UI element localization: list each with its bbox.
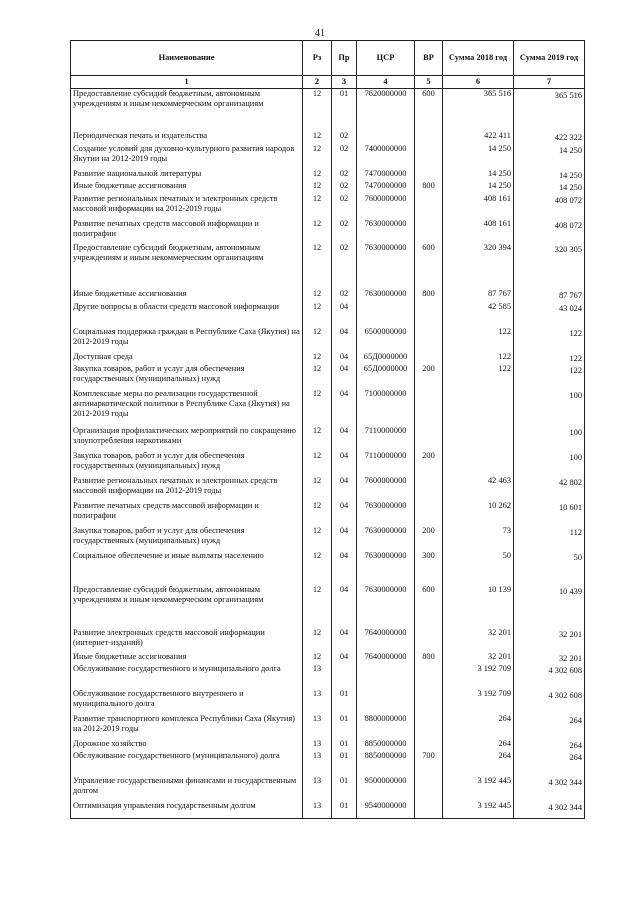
table-cell-rz: 12: [303, 169, 332, 181]
table-row: [71, 364, 585, 389]
table-cell-name: Закупка товаров, работ и услуг для обеспечения государственных (муниципальных) нужд: [71, 451, 303, 476]
table-cell-vr: [415, 219, 443, 243]
table-cell-sum-2019: 408 072: [514, 194, 585, 219]
table-row: [71, 169, 585, 181]
table-cell-sum-2018: 32 201: [443, 652, 514, 664]
table-cell-pr: 01: [332, 776, 357, 801]
table-cell-rz: 12: [303, 476, 332, 501]
table-cell-name: Периодическая печать и издательства: [71, 131, 303, 144]
table-cell-sum-2018: 10 262: [443, 501, 514, 526]
table-cell-name: Социальная поддержка граждан в Республике Саха (Якутия) на 2012-2019 годы: [71, 327, 303, 352]
table-row: [71, 628, 585, 652]
table-cell-rz: 12: [303, 551, 332, 585]
table-cell-pr: 02: [332, 169, 357, 181]
header-number: 3: [332, 76, 357, 89]
table-cell-sum-2019: 4 302 344: [514, 776, 585, 801]
table-cell-name: Оптимизация управления государственным долгом: [71, 801, 303, 819]
table-cell-sum-2018: 3 192 709: [443, 664, 514, 689]
table-cell-rz: 13: [303, 751, 332, 776]
table-cell-vr: [415, 476, 443, 501]
table-cell-csr: 65Д0000000: [357, 352, 415, 364]
table-cell-sum-2018: 14 250: [443, 144, 514, 169]
table-row: [71, 327, 585, 352]
table-cell-sum-2019: 10 601: [514, 501, 585, 526]
table-cell-rz: 12: [303, 585, 332, 628]
table-row: [71, 426, 585, 451]
table-cell-pr: 01: [332, 801, 357, 819]
table-cell-pr: 02: [332, 194, 357, 219]
table-cell-pr: 02: [332, 131, 357, 144]
table-row: [71, 501, 585, 526]
table-cell-sum-2018: 122: [443, 352, 514, 364]
table-cell-sum-2018: 87 767: [443, 289, 514, 302]
table-cell-sum-2019: 100: [514, 389, 585, 426]
table-cell-name: Обслуживание государственного и муниципального долга: [71, 664, 303, 689]
table-row: [71, 243, 585, 289]
table-cell-sum-2018: 42 463: [443, 476, 514, 501]
table-cell-rz: 12: [303, 194, 332, 219]
table-cell-sum-2019: 264: [514, 739, 585, 751]
table-cell-pr: 04: [332, 302, 357, 327]
table-cell-vr: [415, 194, 443, 219]
table-cell-csr: 7400000000: [357, 144, 415, 169]
table-cell-sum-2018: 408 161: [443, 219, 514, 243]
table-cell-name: Другие вопросы в области средств массовой информации: [71, 302, 303, 327]
table-row: [71, 131, 585, 144]
table-cell-csr: 7640000000: [357, 628, 415, 652]
table-row: [71, 551, 585, 585]
table-cell-csr: [357, 131, 415, 144]
table-cell-csr: 7630000000: [357, 551, 415, 585]
table-cell-csr: 7470000000: [357, 169, 415, 181]
table-cell-sum-2018: 365 516: [443, 89, 514, 131]
table-cell-vr: [415, 714, 443, 739]
table-row: [71, 194, 585, 219]
table-cell-sum-2018: 3 192 445: [443, 776, 514, 801]
table-cell-sum-2018: 14 250: [443, 169, 514, 181]
table-cell-sum-2018: [443, 451, 514, 476]
table-cell-vr: 800: [415, 652, 443, 664]
table-cell-name: Дорожное хозяйство: [71, 739, 303, 751]
header-number: 1: [71, 76, 303, 89]
table-cell-sum-2018: 320 394: [443, 243, 514, 289]
table-cell-vr: 600: [415, 585, 443, 628]
table-cell-vr: [415, 327, 443, 352]
header-vr: ВР: [415, 41, 443, 76]
table-cell-csr: 7110000000: [357, 426, 415, 451]
table-cell-sum-2019: 122: [514, 364, 585, 389]
table-cell-vr: 600: [415, 243, 443, 289]
table-cell-name: Управление государственными финансами и государственным долгом: [71, 776, 303, 801]
table-cell-rz: 12: [303, 181, 332, 194]
table-row: [71, 144, 585, 169]
table-cell-rz: 12: [303, 131, 332, 144]
table-cell-sum-2018: 122: [443, 327, 514, 352]
table-cell-vr: [415, 776, 443, 801]
table-cell-vr: [415, 689, 443, 714]
table-cell-rz: 13: [303, 689, 332, 714]
header-number: 6: [443, 76, 514, 89]
table-cell-csr: 8800000000: [357, 714, 415, 739]
table-cell-vr: 800: [415, 181, 443, 194]
table-row: [71, 689, 585, 714]
table-cell-csr: [357, 689, 415, 714]
table-cell-name: Развитие электронных средств массовой информации (интернет-изданий): [71, 628, 303, 652]
table-cell-sum-2018: 3 192 445: [443, 801, 514, 819]
table-cell-csr: 7630000000: [357, 501, 415, 526]
table-cell-pr: 04: [332, 628, 357, 652]
table-cell-sum-2018: 42 585: [443, 302, 514, 327]
table-cell-pr: 02: [332, 144, 357, 169]
table-cell-pr: 04: [332, 364, 357, 389]
header-number: 2: [303, 76, 332, 89]
table-row: [71, 289, 585, 302]
header-csr: ЦСР: [357, 41, 415, 76]
table-cell-vr: [415, 664, 443, 689]
table-cell-pr: 01: [332, 89, 357, 131]
table-cell-csr: 7630000000: [357, 526, 415, 551]
table-cell-vr: [415, 131, 443, 144]
header-rz: Рз: [303, 41, 332, 76]
table-cell-sum-2019: 264: [514, 714, 585, 739]
table-row: [71, 181, 585, 194]
budget-table: [70, 40, 585, 819]
table-cell-csr: 7620000000: [357, 89, 415, 131]
table-cell-vr: [415, 144, 443, 169]
table-cell-name: Развитие печатных средств массовой информации и полиграфии: [71, 501, 303, 526]
table-cell-rz: 12: [303, 628, 332, 652]
table-cell-pr: 04: [332, 501, 357, 526]
table-cell-sum-2018: 264: [443, 751, 514, 776]
table-cell-sum-2019: 320 305: [514, 243, 585, 289]
table-cell-rz: 12: [303, 501, 332, 526]
table-cell-sum-2018: 122: [443, 364, 514, 389]
table-cell-sum-2019: 32 201: [514, 652, 585, 664]
table-cell-vr: [415, 302, 443, 327]
table-row: [71, 451, 585, 476]
table-cell-rz: 13: [303, 664, 332, 689]
table-cell-vr: 800: [415, 289, 443, 302]
table-cell-csr: 7630000000: [357, 585, 415, 628]
header-sum-2018: Сумма 2018 год: [443, 41, 514, 76]
table-cell-vr: [415, 389, 443, 426]
table-cell-name: Закупка товаров, работ и услуг для обеспечения государственных (муниципальных) нужд: [71, 364, 303, 389]
table-row: [71, 219, 585, 243]
table-cell-sum-2019: 42 802: [514, 476, 585, 501]
table-cell-vr: [415, 628, 443, 652]
table-cell-sum-2018: 50: [443, 551, 514, 585]
table-cell-name: Развитие национальной литературы: [71, 169, 303, 181]
table-cell-csr: 7100000000: [357, 389, 415, 426]
table-cell-pr: 04: [332, 551, 357, 585]
table-cell-name: Иные бюджетные ассигнования: [71, 652, 303, 664]
table-row: [71, 664, 585, 689]
table-cell-csr: 9500000000: [357, 776, 415, 801]
table-cell-sum-2018: 264: [443, 714, 514, 739]
table-cell-sum-2018: 32 201: [443, 628, 514, 652]
table-cell-sum-2019: 365 516: [514, 89, 585, 131]
table-cell-sum-2019: 100: [514, 451, 585, 476]
table-cell-csr: 8850000000: [357, 751, 415, 776]
header-number-row: [71, 76, 585, 89]
table-cell-vr: 200: [415, 526, 443, 551]
table-cell-rz: 12: [303, 327, 332, 352]
table-cell-pr: 02: [332, 289, 357, 302]
table-cell-pr: 04: [332, 426, 357, 451]
table-cell-rz: 13: [303, 776, 332, 801]
table-cell-sum-2018: 10 139: [443, 585, 514, 628]
table-row: [71, 352, 585, 364]
table-cell-name: Предоставление субсидий бюджетным, автономным учреждениям и иным некоммерческим организациям: [71, 243, 303, 289]
table-row: [71, 652, 585, 664]
table-cell-rz: 12: [303, 302, 332, 327]
table-cell-name: Организация профилактических мероприятий по сокращению злоупотребления наркотиками: [71, 426, 303, 451]
table-cell-name: Развитие печатных средств массовой информации и полиграфии: [71, 219, 303, 243]
table-cell-rz: 13: [303, 801, 332, 819]
table-row: [71, 801, 585, 819]
table-cell-name: Развитие региональных печатных и электронных средств массовой информации на 2012-2019 годы: [71, 476, 303, 501]
table-cell-sum-2018: 422 411: [443, 131, 514, 144]
header-sum-2019: Сумма 2019 год: [514, 41, 585, 76]
table-cell-rz: 12: [303, 352, 332, 364]
table-row: [71, 751, 585, 776]
table-cell-pr: 02: [332, 243, 357, 289]
table-row: [71, 476, 585, 501]
table-cell-sum-2019: 10 439: [514, 585, 585, 628]
table-cell-name: Обслуживание государственного (муниципального) долга: [71, 751, 303, 776]
table-cell-sum-2019: 408 072: [514, 219, 585, 243]
table-cell-sum-2019: 32 201: [514, 628, 585, 652]
table-cell-pr: 01: [332, 714, 357, 739]
table-cell-name: Иные бюджетные ассигнования: [71, 181, 303, 194]
table-cell-vr: [415, 352, 443, 364]
table-row: [71, 89, 585, 131]
table-cell-sum-2019: 122: [514, 352, 585, 364]
table-cell-pr: 04: [332, 352, 357, 364]
table-cell-vr: 700: [415, 751, 443, 776]
table-row: [71, 714, 585, 739]
table-cell-rz: 12: [303, 364, 332, 389]
table-cell-name: Доступная среда: [71, 352, 303, 364]
table-cell-csr: 7630000000: [357, 243, 415, 289]
table-cell-name: Развитие региональных печатных и электронных средств массовой информации на 2012-2019 годы: [71, 194, 303, 219]
table-cell-csr: 7640000000: [357, 652, 415, 664]
table-cell-rz: 13: [303, 714, 332, 739]
table-cell-sum-2019: 87 767: [514, 289, 585, 302]
table-cell-pr: 04: [332, 389, 357, 426]
table-cell-vr: 200: [415, 364, 443, 389]
table-cell-pr: 04: [332, 526, 357, 551]
table-cell-pr: 04: [332, 652, 357, 664]
header-pr: Пр: [332, 41, 357, 76]
table-cell-vr: 200: [415, 451, 443, 476]
table-cell-csr: 7600000000: [357, 476, 415, 501]
table-cell-rz: 12: [303, 144, 332, 169]
table-cell-rz: 12: [303, 389, 332, 426]
table-cell-sum-2018: [443, 426, 514, 451]
table-cell-pr: 04: [332, 476, 357, 501]
table-cell-name: Предоставление субсидий бюджетным, автономным учреждениям и иным некоммерческим организациям: [71, 89, 303, 131]
table-cell-pr: 02: [332, 181, 357, 194]
table-cell-sum-2019: 4 302 608: [514, 664, 585, 689]
table-cell-rz: 12: [303, 89, 332, 131]
table-cell-vr: [415, 169, 443, 181]
header-number: 7: [514, 76, 585, 89]
table-cell-sum-2018: 408 161: [443, 194, 514, 219]
table-cell-vr: [415, 739, 443, 751]
table-cell-csr: 65Д0000000: [357, 364, 415, 389]
table-cell-csr: 7470000000: [357, 181, 415, 194]
table-cell-csr: 7110000000: [357, 451, 415, 476]
table-cell-vr: [415, 501, 443, 526]
table-cell-rz: 12: [303, 652, 332, 664]
table-body: [71, 89, 585, 819]
table-cell-sum-2019: 4 302 608: [514, 689, 585, 714]
table-cell-csr: [357, 302, 415, 327]
table-cell-rz: 12: [303, 426, 332, 451]
table-cell-sum-2019: 14 250: [514, 169, 585, 181]
table-cell-vr: [415, 426, 443, 451]
table-row: [71, 585, 585, 628]
table-cell-csr: 7630000000: [357, 219, 415, 243]
table-cell-pr: 01: [332, 739, 357, 751]
table-cell-name: Иные бюджетные ассигнования: [71, 289, 303, 302]
table-cell-sum-2019: 122: [514, 327, 585, 352]
table-cell-sum-2019: 43 024: [514, 302, 585, 327]
table-cell-sum-2019: 14 250: [514, 144, 585, 169]
table-cell-sum-2018: 3 192 709: [443, 689, 514, 714]
table-cell-csr: 6500000000: [357, 327, 415, 352]
table-cell-name: Закупка товаров, работ и услуг для обеспечения государственных (муниципальных) нужд: [71, 526, 303, 551]
table-cell-csr: [357, 664, 415, 689]
header-row: [71, 41, 585, 76]
table-cell-sum-2019: 14 250: [514, 181, 585, 194]
table-cell-name: Обслуживание государственного внутреннего и муниципального долга: [71, 689, 303, 714]
table-cell-pr: 04: [332, 451, 357, 476]
table-cell-rz: 12: [303, 243, 332, 289]
header-number: 4: [357, 76, 415, 89]
table-cell-sum-2019: 4 302 344: [514, 801, 585, 819]
table-cell-sum-2019: 112: [514, 526, 585, 551]
table-cell-pr: [332, 664, 357, 689]
table-cell-csr: 9540000000: [357, 801, 415, 819]
table-cell-sum-2019: 50: [514, 551, 585, 585]
header-name: Наименование: [71, 41, 303, 76]
table-cell-sum-2018: [443, 389, 514, 426]
table-cell-rz: 12: [303, 219, 332, 243]
table-row: [71, 389, 585, 426]
table-cell-csr: 7630000000: [357, 289, 415, 302]
table-cell-sum-2018: 73: [443, 526, 514, 551]
table-cell-sum-2019: 264: [514, 751, 585, 776]
table-cell-pr: 01: [332, 751, 357, 776]
table-cell-rz: 12: [303, 526, 332, 551]
table-cell-sum-2019: 422 322: [514, 131, 585, 144]
header-number: 5: [415, 76, 443, 89]
table-cell-pr: 02: [332, 219, 357, 243]
table-cell-csr: 7600000000: [357, 194, 415, 219]
table-cell-pr: 04: [332, 327, 357, 352]
table-cell-name: Предоставление субсидий бюджетным, автономным учреждениям и иным некоммерческим организациям: [71, 585, 303, 628]
table-cell-vr: 300: [415, 551, 443, 585]
table-cell-name: Создание условий для духовно-культурного развития народов Якутии на 2012-2019 годы: [71, 144, 303, 169]
table-cell-csr: 8850000000: [357, 739, 415, 751]
table-cell-sum-2018: 14 250: [443, 181, 514, 194]
table-cell-pr: 01: [332, 689, 357, 714]
table-cell-rz: 12: [303, 289, 332, 302]
table-cell-name: Комплексные меры по реализации государственной антинаркотической политики в Республике Саха (Якутия) на 2012-2019 годы: [71, 389, 303, 426]
table-row: [71, 302, 585, 327]
table-cell-vr: [415, 801, 443, 819]
table-row: [71, 739, 585, 751]
table-cell-rz: 12: [303, 451, 332, 476]
table-cell-pr: 04: [332, 585, 357, 628]
table-row: [71, 776, 585, 801]
table-cell-name: Развитие транспортного комплекса Республики Саха (Якутия) на 2012-2019 годы: [71, 714, 303, 739]
table-cell-sum-2018: 264: [443, 739, 514, 751]
table-cell-rz: 13: [303, 739, 332, 751]
table-cell-sum-2019: 100: [514, 426, 585, 451]
page-number: 41: [315, 28, 325, 39]
table-cell-name: Социальное обеспечение и иные выплаты населению: [71, 551, 303, 585]
table-row: [71, 526, 585, 551]
table-cell-vr: 600: [415, 89, 443, 131]
